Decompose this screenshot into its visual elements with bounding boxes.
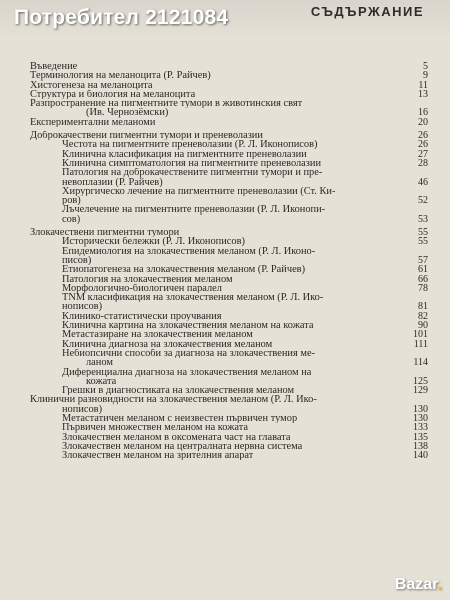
toc-entry-title: Патология на злокачествения меланом [62,274,233,284]
toc-entry-page: 81 [418,302,428,312]
toc-entry-title: Клинико-статистически проучвания [62,311,222,322]
toc-entry-page: 82 [418,311,428,322]
toc-entry [30,433,428,442]
toc-entry [30,358,428,367]
toc-entry [30,118,428,127]
toc-entry [30,196,428,205]
toc-entry-title: Лъчелечение на пигментните преневолазии (Р. Л. Иконопи- [62,205,326,215]
toc-entry [30,414,428,423]
toc-entry [30,159,428,168]
toc-entry-title: Хистогенеза на меланоцита [30,80,153,90]
toc-entry-title: Злокачествен меланом на централната нервна система [62,441,303,452]
toc-entry-page: 140 [413,451,428,461]
toc-entry [30,405,428,414]
toc-entry [30,90,428,99]
toc-entry-page: 138 [413,441,428,452]
toc-entry-title: Клинична картина на злокачествения меланом на кожата [62,321,314,331]
toc-entry-title: Структура и биология на меланоцита [30,89,196,100]
toc-entry-title: Клинична диагноза на злокачествения меланом [62,339,273,349]
toc-entry-title: Злокачествен меланом на зрителния апарат [62,451,254,461]
toc-entry-title: ров) [62,196,81,206]
toc-entry [30,442,428,451]
toc-entry-page: 133 [413,423,428,433]
toc-entry-title: Метастазиране на злокачествения меланом [62,330,253,340]
toc-entry-title: Клинична симптоматология на пигментните преневолазии [62,158,322,169]
toc-entry-page: 52 [418,196,428,206]
toc-entry-page: 90 [418,321,428,331]
toc-entry-title: Разпространение на пигментните тумори в животинския свят [30,99,303,109]
toc-entry-page: 78 [418,283,428,294]
toc-entry-page: 53 [418,214,428,225]
toc-entry [30,247,428,256]
toc-entry-page: 55 [418,237,428,247]
toc-entry-title: Морфологично-биологичен паралел [62,283,222,294]
toc-entry [30,386,428,395]
toc-entry-title: кожата [86,376,117,387]
toc-entry-page: 5 [423,62,428,72]
toc-entry [30,265,428,274]
toc-entry-page: 20 [418,117,428,128]
toc-entry [30,330,428,339]
toc-entry-title: (Ив. Чернозӗмски) [86,108,169,118]
toc-entry-page: 130 [413,413,428,424]
toc-entry-page: 129 [413,386,428,396]
toc-entry-page: 13 [418,89,428,100]
toc-entry [30,256,428,265]
toc-entry-title: Етиопатогенеза на злокачествения меланом (Р. Райчев) [62,265,306,275]
toc-entry [30,395,428,404]
toc-entry-page: 114 [413,358,428,368]
toc-entry-title: Хирургическо лечение на пигментните преневолазии (Ст. Ки- [62,186,336,197]
toc-entry [30,71,428,80]
toc-entry-page: 101 [413,330,428,340]
bazar-logo [395,576,442,594]
toc-entry-page: 11 [418,80,428,90]
toc-entry-title: Терминология на меланоцита (Р. Райчев) [30,71,211,81]
toc-entry [30,178,428,187]
toc-entry [30,215,428,224]
toc-entry-title: Грешки в диагностиката на злокачествения меланом [62,386,295,396]
toc-entry [30,321,428,330]
toc-entry [30,349,428,358]
toc-entry-page: 16 [418,108,428,118]
toc-entry [30,168,428,177]
toc-entry-page: 28 [418,158,428,169]
toc-entry-title: ланом [86,358,113,368]
toc-entry [30,237,428,246]
toc-entry-title: Диференциална диагноза на злокачествения меланом на [62,367,312,377]
toc-entry-page: 46 [418,177,428,187]
toc-entry [30,62,428,71]
toc-entry [30,377,428,386]
toc-entry [30,302,428,311]
toc-entry-title: нописов) [62,302,103,312]
toc-entry-title: Злокачествен меланом в оксомената част на главата [62,432,291,442]
toc-entry [30,108,428,117]
toc-entry-title: Метастатичен меланом с неизвестен първичен тумор [62,413,298,424]
toc-entry [30,284,428,293]
toc-entry-title: нописов) [62,404,103,414]
table-of-contents [30,62,428,460]
toc-entry-title: Епидемиология на злокачествения меланом (Р. Л. Иконо- [62,246,316,256]
toc-entry-page: 66 [418,274,428,284]
toc-entry-page: 26 [418,131,428,141]
toc-entry-title: Патология на доброкачествените пигментни тумори и пре- [62,168,323,178]
user-watermark: Потребител 2121084 [14,6,229,29]
toc-entry [30,423,428,432]
toc-entry [30,81,428,90]
toc-entry-title: Експериментални меланоми [30,117,156,128]
toc-entry-title: Злокачествени пигментни тумори [30,228,180,238]
toc-entry [30,228,428,237]
toc-entry [30,312,428,321]
toc-entry-page: 26 [418,140,428,150]
toc-entry-page: 9 [423,71,428,81]
toc-entry-title: Исторически бележки (Р. Л. Иконописов) [62,237,245,247]
toc-entry [30,293,428,302]
toc-entry-page: 125 [413,376,428,387]
toc-entry-page: 55 [418,228,428,238]
toc-entry [30,187,428,196]
toc-entry [30,150,428,159]
toc-entry-page: 61 [418,265,428,275]
toc-entry-title: невоплазии (Р. Райчев) [62,177,163,187]
toc-entry-title: Въведение [30,62,78,72]
toc-entry [30,140,428,149]
toc-entry-title: Първичен множествен меланом на кожата [62,423,249,433]
toc-entry [30,340,428,349]
page-heading: СЪДЪРЖАНИЕ [310,4,424,19]
toc-entry-title: писов) [62,255,92,266]
toc-entry-page: 57 [418,255,428,266]
toc-entry-title: Клинична класификация на пигментните преневолазии [62,149,307,159]
toc-entry-title: Небиопсични способи за диагноза на злокачествения ме- [62,348,316,359]
logo-dot: . [437,576,442,593]
toc-entry-title: TNM класификация на злокачествения меланом (Р. Л. Ико- [62,293,324,303]
toc-entry [30,275,428,284]
toc-entry [30,451,428,460]
toc-entry [30,368,428,377]
toc-entry-title: Доброкачествени пигментни тумори и преневолазии [30,131,263,141]
toc-entry-page: 135 [413,432,428,442]
logo-text: Bazar [394,576,438,593]
toc-entry-page: 27 [418,149,428,159]
toc-entry [30,131,428,140]
toc-entry-title: Честота на пигментните преневолазии (Р. Л. Иконописов) [62,140,318,150]
toc-entry-title: Клинични разновидности на злокачествения меланом (Р. Л. Ико- [30,395,317,405]
toc-entry [30,205,428,214]
toc-entry-title: сов) [62,214,81,225]
toc-entry [30,99,428,108]
toc-entry-page: 111 [413,339,428,349]
toc-entry-page: 130 [413,404,428,414]
